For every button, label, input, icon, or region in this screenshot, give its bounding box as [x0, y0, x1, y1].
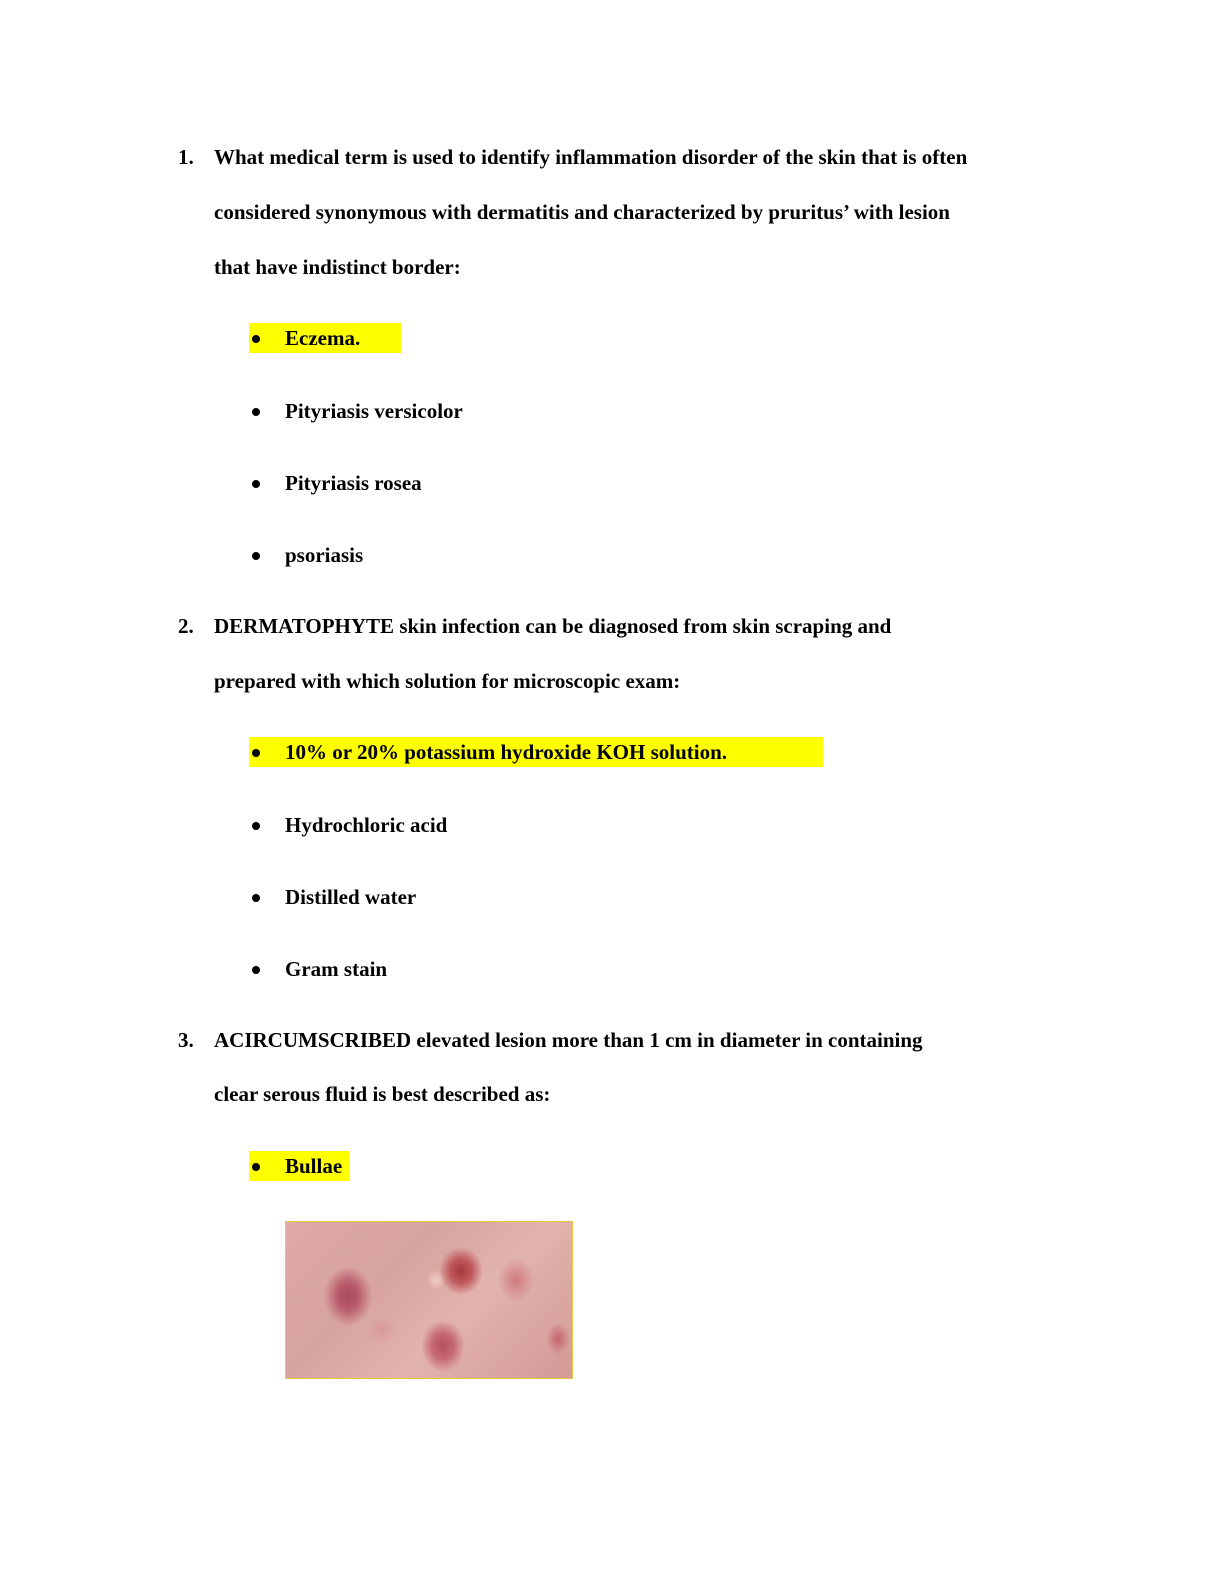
question-text-line: What medical term is used to identify inflammation disorder of the skin that is often [214, 145, 968, 169]
bullet-icon [249, 1151, 263, 1181]
bullet-icon [249, 396, 263, 426]
question-number: 3. [178, 1028, 194, 1052]
bullet-icon [249, 468, 263, 498]
answer-option-highlighted [249, 737, 823, 767]
bullae-skin-photo [285, 1221, 573, 1379]
option-text: Gram stain [285, 957, 388, 981]
option-text: Pityriasis versicolor [285, 399, 463, 423]
option-text: Pityriasis rosea [285, 471, 422, 495]
bullet-icon [249, 954, 263, 984]
question-text-line: ACIRCUMSCRIBED elevated lesion more than 1 cm in diameter in containing [214, 1028, 923, 1052]
option-text: Distilled water [285, 885, 417, 909]
option-text: psoriasis [285, 543, 364, 567]
question-text-line: considered synonymous with dermatitis and characterized by pruritus’ with lesion [214, 200, 950, 224]
bullet-icon [249, 540, 263, 570]
option-text: 10% or 20% potassium hydroxide KOH solution. [285, 740, 728, 764]
question-number: 1. [178, 145, 194, 169]
question-text-line: DERMATOPHYTE skin infection can be diagnosed from skin scraping and [214, 614, 892, 638]
bullet-icon [249, 737, 263, 767]
bullet-icon [249, 882, 263, 912]
option-text: Bullae [285, 1154, 343, 1178]
question-text-line: that have indistinct border: [214, 255, 461, 279]
answer-option-highlighted [249, 323, 401, 353]
bullet-icon [249, 810, 263, 840]
option-text: Hydrochloric acid [285, 813, 448, 837]
option-text: Eczema. [285, 326, 361, 350]
question-text-line: prepared with which solution for microscopic exam: [214, 669, 681, 693]
answer-option-highlighted [249, 1151, 350, 1181]
bullet-icon [249, 323, 263, 353]
question-number: 2. [178, 614, 194, 638]
question-text-line: clear serous fluid is best described as: [214, 1082, 551, 1106]
